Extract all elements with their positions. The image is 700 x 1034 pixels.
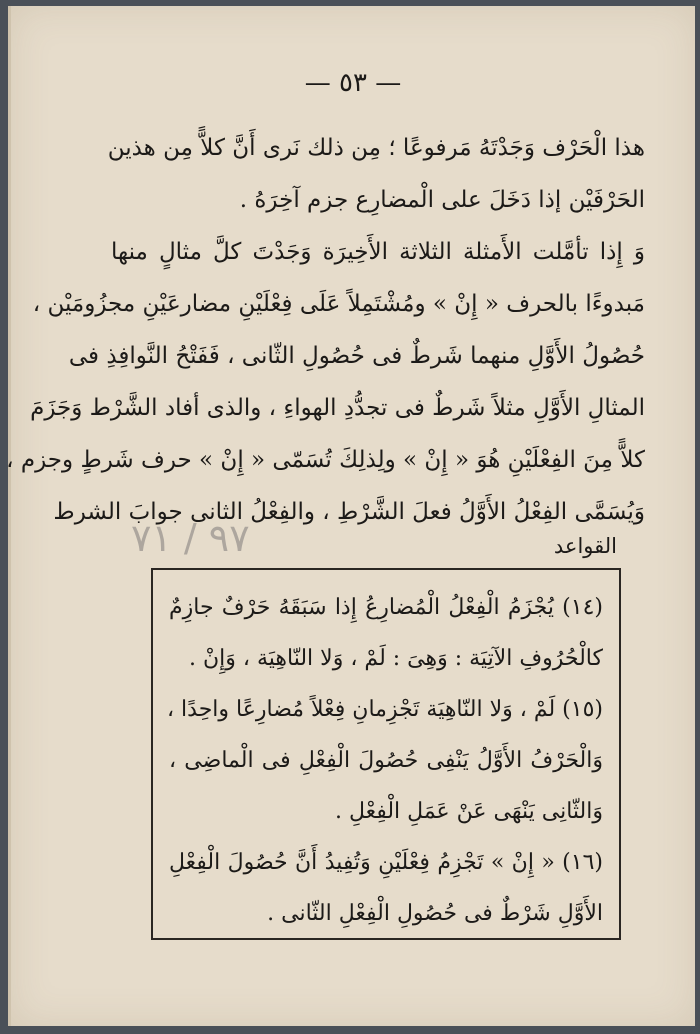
rule-line: وَالثّانِى يَنْهَى عَنْ عَمَلِ الْفِعْلِ . [334, 799, 603, 824]
rule-line: (١٦) « إِنْ » تَجْزِمُ فِعْلَيْنِ وَتُفِيدُ أَنَّ حُصُولَ الْفِعْلِ [169, 850, 603, 875]
rule-line: الأَوَّلِ شَرْطٌ فى حُصُولِ الْفِعْلِ الثّانى . [267, 901, 603, 926]
body-line: حُصُولُ الأَوَّلِ منهما شَرطٌ فى حُصُولِ الثّانى ، فَفَتْحُ النَّوافِذِ فى [68, 343, 645, 369]
rule-line: وَالْحَرْفُ الأَوَّلُ يَنْفِى حُصُولَ الْفِعْلِ فى الْماضِى ، [169, 748, 603, 773]
body-line: الحَرْفَيْن إذا دَخَلَ على الْمضارِع جزم آخِرَهُ . [239, 187, 645, 213]
rule-line: كالْحُرُوفِ الآتِيَة : وَهِىَ : لَمْ ، وَلا النّاهِيَة ، وَإِنْ . [189, 646, 603, 671]
body-line: وَ إِذا تأمَّلت الأَمثلة الثلاثة الأَخِيرَة وَجَدْتَ كلَّ مثالٍ منها [111, 239, 645, 265]
page-number: — ٥٣ — [304, 68, 402, 98]
body-paragraph [6, 122, 645, 538]
body-line: المثالِ الأَوَّلِ مثلاً شَرطٌ فى تجدُّدِ الهواءِ ، والذى أفاد الشَّرْط وَجَزَمَ [30, 395, 645, 421]
body-line: وَيُسَمَّى الفِعْلُ الأَوَّلُ فعلَ الشَّرْطِ ، والفِعْلُ الثانى جوابَ الشرط [53, 499, 645, 525]
body-line: مَبدوءًا بالحرف « إِنْ » ومُشْتَمِلاً عَلَى فِعْلَيْنِ مضارعَيْنِ مجزُومَيْن ، [32, 291, 645, 317]
body-line: هذا الْحَرْف وَجَدْتَهُ مَرفوعًا ؛ مِن ذلك نَرى أَنَّ كلاًّ مِن هذين [107, 135, 645, 161]
body-line: كلاًّ مِنَ الفِعْلَيْنِ هُوَ « إِنْ » ولِذلِكَ تُسَمّى « إِنْ » حرف شَرطٍ وجزم ، [6, 447, 645, 473]
rule-line: (١٥) لَمْ ، وَلا النّاهِيَة تَجْزِمانِ فِعْلاً مُضارِعًا واحِدًا ، [166, 697, 603, 722]
book-page [8, 6, 695, 1026]
section-heading: القواعد [553, 534, 617, 558]
rules-box [151, 568, 621, 940]
rule-line: (١٤) يُجْزَمُ الْفِعْلُ الْمُضارِعُ إِذا سَبَقَهُ حَرْفٌ جازِمٌ [169, 595, 603, 620]
pencil-annotation: ٩٧ / ٧١ [131, 516, 250, 560]
